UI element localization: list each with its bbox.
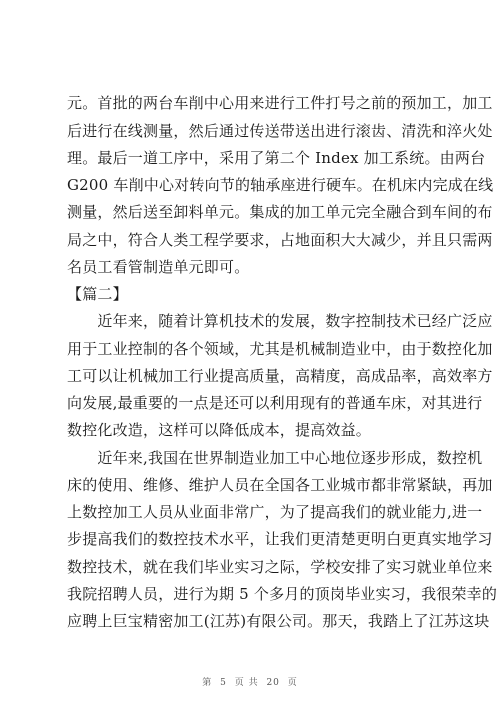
text-line: 向发展,最重要的一点是还可以利用现有的普通车床，对其进行 [67, 394, 483, 412]
footer-label-of: 页 共 [234, 678, 259, 688]
total-pages-number: 20 [266, 678, 280, 688]
page-footer [0, 675, 500, 688]
footer-label-page: 第 [202, 678, 213, 688]
text-line: 局之中，符合人类工程学要求，占地面积大大减少，并且只需两 [67, 231, 493, 249]
text-line: 近年来，随着计算机技术的发展，数字控制技术已经广泛应 [67, 312, 493, 330]
text-line: 理。最后一道工序中，采用了第二个 Index 加工系统。由两台 [67, 149, 486, 167]
text-line: 测量，然后送至卸料单元。集成的加工单元完全融合到车间的布 [67, 203, 493, 221]
text-line: 元。首批的两台车削中心用来进行工件打号之前的预加工，加工 [67, 94, 493, 112]
text-line: G200 车削中心对转向节的轴承座进行硬车。在机床内完成在线 [67, 176, 494, 194]
text-line: 上数控加工人员从业面非常广，为了提高我们的就业能力,进一 [67, 503, 483, 521]
footer-label-end: 页 [287, 678, 298, 688]
text-line: 近年来,我国在世界制造业加工中心地位逐步形成，数控机 [67, 449, 483, 467]
text-line: 用于工业控制的各个领域，尤其是机械制造业中，由于数控化加 [67, 340, 493, 358]
text-line: 后进行在线测量，然后通过传送带送出进行滚齿、清洗和淬火处 [67, 122, 493, 140]
text-line: 数控化改造，这样可以降低成本，提高效益。 [67, 421, 372, 439]
text-line: 步提高我们的数控技术水平，让我们更清楚更明白更真实地学习 [67, 530, 493, 548]
text-line: 我院招聘人员，进行为期 5 个多月的顶岗毕业实习，我很荣幸的 [67, 585, 498, 603]
text-line: 床的使用、维修、维护人员在全国各工业城市都非常紧缺，再加 [67, 476, 493, 494]
section-heading: 【篇二】 [67, 285, 128, 303]
text-line: 工可以让机械加工行业提高质量，高精度，高成品率，高效率方 [67, 367, 493, 385]
text-line: 应聘上巨宝精密加工(江苏)有限公司。那天，我踏上了江苏这块 [67, 612, 490, 630]
text-line: 名员工看管制造单元即可。 [67, 258, 250, 276]
text-line: 数控技术，就在我们毕业实习之际，学校安排了实习就业单位来 [67, 558, 493, 576]
current-page-number: 5 [220, 678, 227, 688]
